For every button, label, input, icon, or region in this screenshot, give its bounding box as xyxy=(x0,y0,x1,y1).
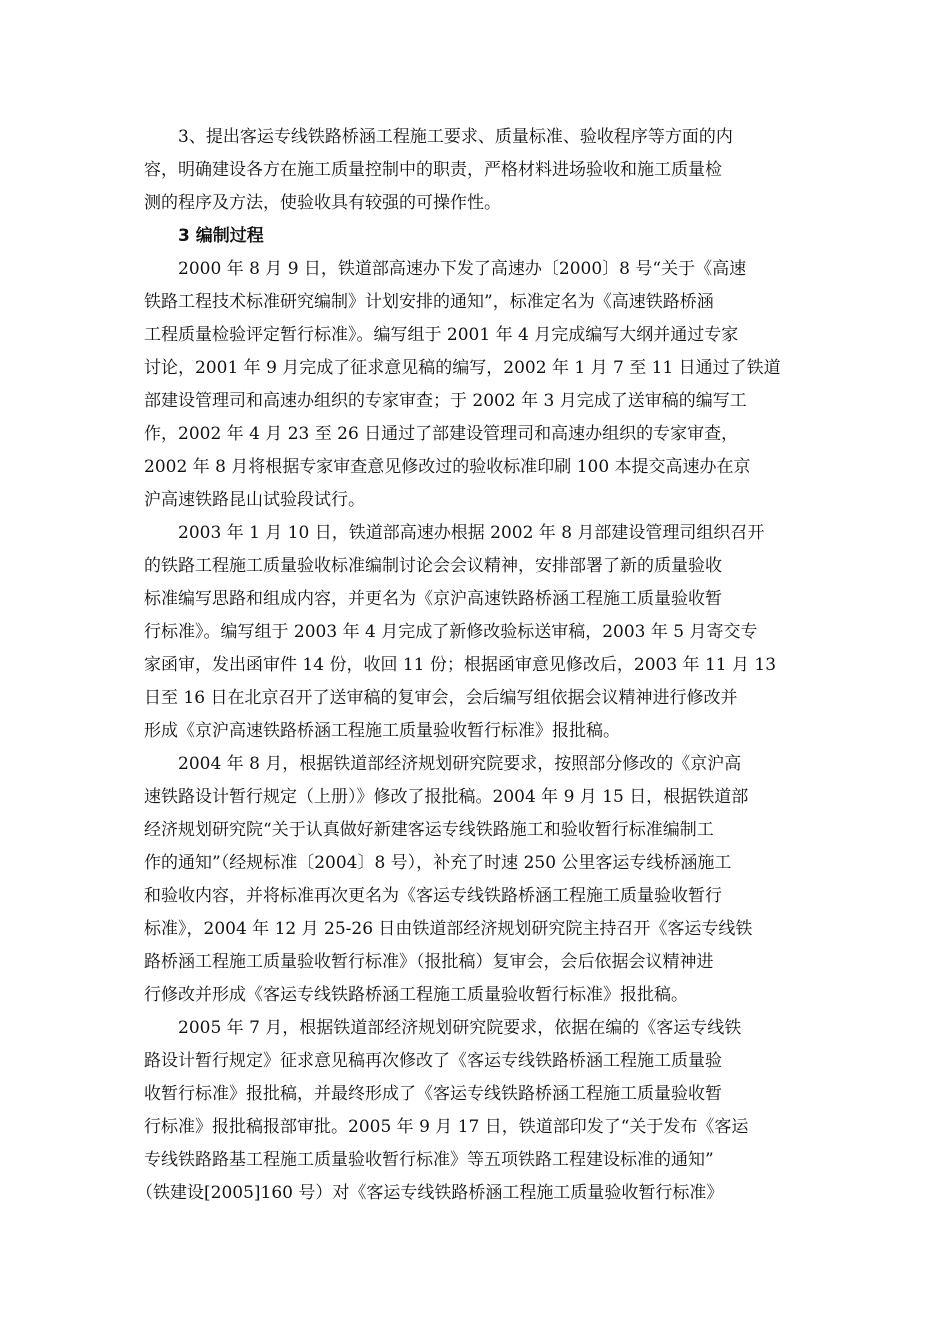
text-line: 容，明确建设各方在施工质量控制中的职责，严格材料进场验收和施工质量检 xyxy=(144,160,722,180)
text-line: 测的程序及方法，使验收具有较强的可操作性。 xyxy=(144,193,501,213)
text-line: 作，2002 年 4 月 23 至 26 日通过了部建设管理司和高速办组织的专家审查， xyxy=(144,424,739,444)
text-line: 日至 16 日在北京召开了送审稿的复审会，会后编写组依据会议精神进行修改并 xyxy=(144,688,738,708)
text-line: 行标准》报批稿报部审批。2005 年 9 月 17 日，铁道部印发了“关于发布《客运 xyxy=(144,1117,749,1137)
section-heading: 3 编制过程 xyxy=(178,226,264,246)
text-line: 3、提出客运专线铁路桥涵工程施工要求、质量标准、验收程序等方面的内 xyxy=(178,127,733,147)
text-line: 工程质量检验评定暂行标准》。编写组于 2001 年 4 月完成编写大纲并通过专家 xyxy=(144,325,739,345)
text-line: 沪高速铁路昆山试验段试行。 xyxy=(144,490,365,510)
text-line: （铁建设[2005]160 号）对《客运专线铁路桥涵工程施工质量验收暂行标准》 xyxy=(136,1183,724,1203)
text-line: 2002 年 8 月将根据专家审查意见修改过的验收标准印刷 100 本提交高速办在京 xyxy=(144,457,751,477)
text-line: 的铁路工程施工质量验收标准编制讨论会会议精神，安排部署了新的质量验收 xyxy=(144,556,722,576)
text-line: 和验收内容，并将标准再次更名为《客运专线铁路桥涵工程施工质量验收暂行 xyxy=(144,886,722,906)
text-line: 作的通知”（经规标准〔2004〕8 号），补充了时速 250 公里客运专线桥涵施工 xyxy=(144,853,732,873)
text-line: 铁路工程技术标准研究编制》计划安排的通知”，标准定名为《高速铁路桥涵 xyxy=(144,292,714,312)
text-line: 形成《京沪高速铁路桥涵工程施工质量验收暂行标准》报批稿。 xyxy=(144,721,620,741)
text-line: 2004 年 8 月，根据铁道部经济规划研究院要求，按照部分修改的《京沪高 xyxy=(178,754,742,774)
text-line: 收暂行标准》报批稿，并最终形成了《客运专线铁路桥涵工程施工质量验收暂 xyxy=(144,1084,722,1104)
text-line: 2005 年 7 月，根据铁道部经济规划研究院要求，依据在编的《客运专线铁 xyxy=(178,1018,742,1038)
text-line: 部建设管理司和高速办组织的专家审查；于 2002 年 3 月完成了送审稿的编写工 xyxy=(144,391,747,411)
text-line: 路设计暂行规定》征求意见稿再次修改了《客运专线铁路桥涵工程施工质量验 xyxy=(144,1051,722,1071)
text-line: 讨论，2001 年 9 月完成了征求意见稿的编写，2002 年 1 月 7 至 11 日通过了铁道 xyxy=(144,358,781,378)
text-line: 标准编写思路和组成内容，并更名为《京沪高速铁路桥涵工程施工质量验收暂 xyxy=(144,589,722,609)
text-line: 专线铁路路基工程施工质量验收暂行标准》等五项铁路工程建设标准的通知” xyxy=(144,1150,714,1170)
text-line: 标准》，2004 年 12 月 25-26 日由铁道部经济规划研究院主持召开《客运专线铁 xyxy=(144,919,753,939)
text-line: 路桥涵工程施工质量验收暂行标准》（报批稿）复审会，会后依据会议精神进 xyxy=(144,952,714,972)
text-line: 速铁路设计暂行规定（上册）》修改了报批稿。2004 年 9 月 15 日，根据铁道部 xyxy=(144,787,749,807)
text-line: 2003 年 1 月 10 日，铁道部高速办根据 2002 年 8 月部建设管理司组织召开 xyxy=(178,523,765,543)
text-line: 经济规划研究院“关于认真做好新建客运专线铁路施工和验收暂行标准编制工 xyxy=(144,820,714,840)
text-line: 家函审，发出函审件 14 份，收回 11 份；根据函审意见修改后，2003 年 11 月 13 xyxy=(144,655,777,675)
text-line: 行修改并形成《客运专线铁路桥涵工程施工质量验收暂行标准》报批稿。 xyxy=(144,985,688,1005)
text-line: 2000 年 8 月 9 日，铁道部高速办下发了高速办〔2000〕8 号“关于《高速 xyxy=(178,259,747,279)
text-line: 行标准》。编写组于 2003 年 4 月完成了新修改验标送审稿，2003 年 5 月寄交专 xyxy=(144,622,758,642)
